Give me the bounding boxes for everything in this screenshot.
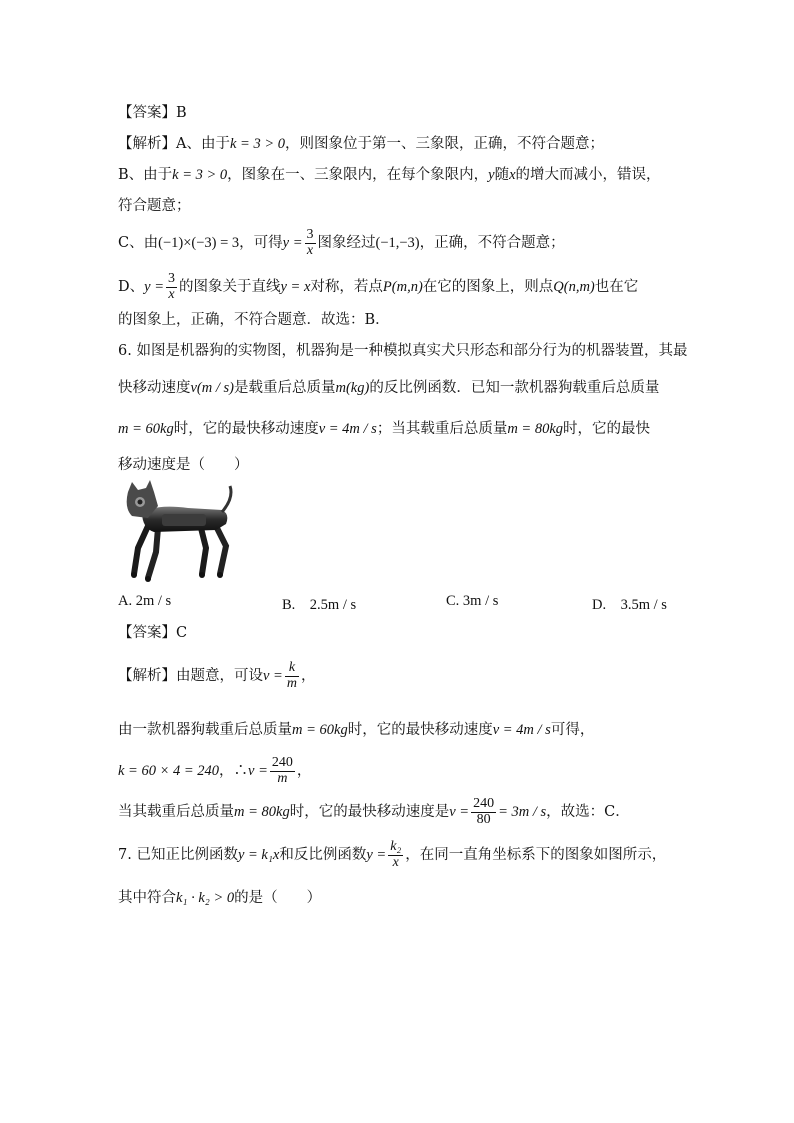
text: 其中符合	[118, 890, 176, 906]
math: v = 4m / s	[318, 421, 377, 437]
text: ，	[300, 668, 316, 685]
math: v(m / s)	[190, 380, 234, 396]
denominator: 80	[476, 811, 491, 827]
text: 时，它的最快移动速度	[347, 722, 493, 738]
option-c	[446, 593, 498, 610]
analysis-5-option-a	[118, 136, 714, 153]
question-7-line-2	[118, 890, 714, 907]
analysis-5-option-d-cont	[118, 312, 714, 329]
question-6-line-4	[118, 457, 714, 474]
option-a	[118, 593, 171, 610]
analysis-label: 【解析】	[118, 136, 176, 152]
text: A、由于	[176, 136, 230, 152]
robot-dog-image	[118, 478, 236, 586]
text: 也在它	[594, 279, 639, 296]
analysis-6-line-1	[118, 661, 714, 691]
text: ，	[296, 763, 312, 780]
numerator: 3	[306, 227, 314, 242]
question-6-line-1	[118, 343, 714, 360]
math: (−1)×(−3) = 3	[158, 235, 240, 252]
denominator: x	[392, 854, 399, 870]
fraction	[270, 756, 295, 786]
numerator: 240	[271, 755, 293, 770]
text: 可得，	[550, 722, 595, 738]
math: = 3m / s	[498, 804, 547, 821]
analysis-5-option-b	[118, 167, 714, 184]
fraction	[388, 840, 403, 870]
text: ；当其载重后总质量	[376, 421, 508, 437]
answer-label: 【答案】	[118, 625, 176, 641]
denominator: m	[286, 675, 297, 691]
math: y	[488, 167, 495, 183]
question-6-line-2	[118, 380, 714, 397]
math: y =	[366, 847, 387, 864]
option-d	[592, 593, 667, 614]
text: B、由于	[118, 167, 173, 183]
analysis-5-option-d	[118, 272, 714, 302]
option-b	[282, 593, 356, 614]
math: y =	[144, 279, 164, 296]
text: 对称，若点	[310, 279, 383, 296]
answer-value: B	[176, 105, 187, 121]
text: 的图象上，正确，不符合题意．故选：B．	[118, 312, 390, 328]
text: ，故选：C．	[546, 804, 630, 821]
numerator: 3	[168, 271, 175, 286]
math: k = 3 > 0	[172, 167, 228, 183]
text: 图象经过	[317, 235, 376, 252]
text: ，正确，不符合题意；	[419, 235, 565, 252]
answer-value: C	[176, 625, 188, 641]
math: k = 60 × 4 = 240	[118, 763, 220, 780]
numerator: k	[285, 661, 299, 677]
answer-label: 【答案】	[118, 105, 176, 121]
text: D、	[118, 279, 145, 296]
option-d-text: D. 3.5m / s	[592, 597, 667, 613]
option-b-text: B. 2.5m / s	[282, 597, 357, 613]
text: ，图象在一、三象限内，在每个象限内，	[227, 167, 489, 183]
text: 的图象关于直线	[179, 279, 281, 296]
text: C、由	[118, 235, 159, 252]
math: x	[509, 167, 516, 183]
question-6-line-3	[118, 421, 714, 438]
text: 由题意，可设	[176, 668, 263, 685]
math: k = 3 > 0	[229, 136, 285, 152]
analysis-6-line-3	[118, 756, 714, 786]
option-c-text: C. 3m / s	[446, 593, 499, 609]
denominator: m	[277, 770, 288, 786]
answer-line-6	[118, 625, 714, 642]
text: 和反比例函数	[279, 847, 367, 864]
option-a-text: A. 2m / s	[118, 593, 172, 609]
math: m = 80kg	[507, 421, 564, 437]
text: 时，它的最快移动速度	[173, 421, 319, 437]
text: 7. 已知正比例函数	[118, 847, 238, 864]
math: P(m,n)	[382, 279, 423, 296]
math: Q(n,m)	[553, 279, 595, 296]
question-7-line-1	[118, 840, 714, 870]
fraction	[471, 797, 496, 827]
denominator: x	[168, 286, 175, 302]
denominator: x	[306, 242, 314, 258]
answer-line-5	[118, 105, 714, 122]
math: v = 4m / s	[492, 722, 551, 738]
text: 的反比例函数．已知一款机器狗载重后总质量	[369, 380, 660, 396]
math: v =	[248, 763, 268, 780]
text: 时，它的最快移动速度是	[289, 804, 450, 821]
numerator: k₂	[390, 839, 402, 854]
numerator: 240	[473, 796, 495, 811]
text: 时，它的最快	[563, 421, 651, 437]
text: ，可得	[239, 235, 283, 252]
text: 在它的图象上，则点	[422, 279, 554, 296]
text: 符合题意；	[118, 198, 191, 214]
math: v =	[263, 668, 283, 685]
math: m = 60kg	[292, 722, 348, 738]
text: 当其载重后总质量	[118, 804, 234, 821]
analysis-5-option-b-cont	[118, 198, 714, 215]
text: 随	[494, 167, 510, 183]
math: m = 60kg	[118, 421, 174, 437]
analysis-6-line-4	[118, 797, 714, 827]
text: 快移动速度	[118, 380, 191, 396]
fraction	[305, 228, 316, 258]
math: k₁ · k₂ > 0	[176, 890, 235, 906]
text: 的是（ ）	[234, 890, 322, 906]
math: y = x	[280, 279, 311, 296]
text: ，则图象位于第一、三象限，正确，不符合题意；	[285, 136, 604, 152]
text: ，∴	[219, 763, 249, 780]
text: 6. 如图是机器狗的实物图，机器狗是一种模拟真实犬只形态和部分行为的机器装置，其最	[118, 343, 688, 359]
text: 移动速度是（ ）	[118, 457, 249, 473]
fraction	[285, 661, 299, 691]
math: m = 80kg	[234, 804, 290, 821]
text: 由一款机器狗载重后总质量	[118, 722, 292, 738]
fraction	[166, 272, 177, 302]
text: ，在同一直角坐标系下的图象如图所示，	[405, 847, 667, 864]
text: 是载重后总质量	[234, 380, 336, 396]
math: v =	[449, 804, 470, 821]
analysis-5-option-c	[118, 228, 714, 258]
math: y =	[282, 235, 303, 252]
math: (−1,−3)	[375, 235, 420, 252]
analysis-6-line-2	[118, 722, 714, 739]
math: m(kg)	[335, 380, 370, 396]
math: y = k₁x	[237, 847, 280, 864]
analysis-label: 【解析】	[118, 668, 176, 685]
text: 的增大而减小，错误，	[515, 167, 661, 183]
